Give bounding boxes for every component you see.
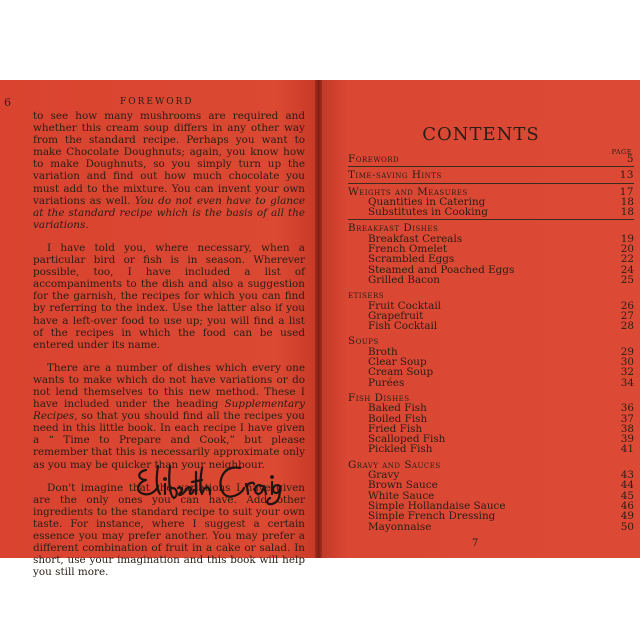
book-gutter (315, 80, 322, 558)
toc-page-number: 18 (620, 195, 634, 208)
toc-page-number: 30 (620, 356, 634, 369)
toc-entry-label: French Omelet (368, 243, 448, 256)
toc-page-number: 41 (620, 443, 634, 456)
toc-entry-label: Fish Cocktail (368, 320, 438, 333)
toc-entry[interactable] (348, 444, 634, 454)
toc-section-title: Gravy and Sauces (348, 458, 441, 471)
open-book (0, 80, 640, 579)
toc-entry-label: Fruit Cocktail (368, 299, 442, 312)
toc-page-number: 29 (620, 345, 634, 358)
toc-entry-label: Cream Soup (368, 366, 434, 379)
section-divider (348, 183, 634, 184)
toc-page-number: 43 (620, 469, 634, 482)
toc-page-number: 5 (626, 153, 634, 165)
toc-entry-label: Grapefruit (368, 309, 424, 322)
toc-page-number: 28 (620, 320, 634, 333)
toc-section[interactable] (348, 170, 634, 180)
paragraph-1-italic: You do not even have to glance at the standard recipe which is the basis of all the variations. (33, 194, 305, 231)
toc-entry-label: Simple French Dressing (368, 510, 496, 523)
toc-entry-label: White Sauce (368, 489, 435, 502)
toc-page-number: 46 (620, 499, 634, 512)
paragraph-3: There are a number of dishes which every one wants to make which do not have variations or do not lend themselves to this new method. These I have included under the heading Supplementary Recipes, so that you should find all the recipes you need in this little book. In each recipe I have given a “ Time to Prepare and Cook,” but please remember that this is necessarily approximate only as you may be quicker than your neighbour. (33, 361, 305, 471)
right-page-number: 7 (472, 538, 479, 549)
toc-section-title: Fish Dishes (348, 391, 410, 404)
toc-entry-label: Brown Sauce (368, 479, 438, 492)
section-divider (348, 166, 634, 167)
left-page-number: 6 (4, 96, 11, 109)
toc-entry-label: Broth (368, 345, 398, 358)
toc-section[interactable] (348, 154, 634, 164)
toc-entry-label: Steamed and Poached Eggs (368, 263, 515, 276)
toc-page-number: 18 (620, 206, 634, 219)
toc-page-number: 26 (620, 299, 634, 312)
toc-entry[interactable] (348, 321, 634, 331)
foreword-body (33, 110, 305, 578)
toc-entry[interactable] (348, 275, 634, 285)
page-column-label: PAGE (611, 148, 632, 156)
toc-page-number: 44 (620, 479, 634, 492)
toc-section-title: Soups (348, 335, 379, 348)
section-divider (348, 219, 634, 220)
toc-entry-label: Scalloped Fish (368, 433, 446, 446)
toc-entry-label: Breakfast Cereals (368, 232, 463, 245)
toc-entry-label: Pickled Fish (368, 443, 433, 456)
contents-title: CONTENTS (422, 124, 540, 145)
toc-section-title: Weights and Measures (348, 185, 468, 198)
paragraph-4: Don't imagine that the variations I have given are the only ones you can have. Add other ingredients to the standard recipe to suit your own taste. For instance, where I suggest a certain essence you may prefer another. You may prefer a different combination of fruit in a cake or salad. In short, use your imagination and this book will help you still more. (33, 481, 305, 579)
toc-page-number: 39 (620, 433, 634, 446)
toc-page-number: 20 (620, 243, 634, 256)
toc-page-number: 37 (620, 412, 634, 425)
toc-section-title: etisers (348, 289, 385, 302)
toc-page-number: 50 (620, 520, 634, 533)
toc-entry-label: Fried Fish (368, 422, 423, 435)
toc-page-number: 24 (620, 263, 634, 276)
paragraph-2: I have told you, where necessary, when a particular bird or fish is in season. Wherever possible, too, I have included a list of accompaniments to the dish and also a suggestion for the garnish, the recipes for which you can find by referring to the index. Use the latter also if you have a left-over food to use up; you will find a list of the recipes in which the food can be used entered under its name. (33, 241, 305, 351)
toc-entry-label: Gravy (368, 469, 400, 482)
toc-entry-label: Purées (368, 376, 405, 389)
toc-page-number: 36 (620, 402, 634, 415)
toc-page-number: 27 (620, 309, 634, 322)
toc-page-number: 45 (620, 489, 634, 502)
toc-entry-label: Substitutes in Cooking (368, 206, 488, 219)
toc-entry-label: Baked Fish (368, 402, 427, 415)
toc-page-number: 19 (620, 232, 634, 245)
toc-page-number: 17 (619, 185, 634, 198)
toc-entry-label: Grilled Bacon (368, 273, 440, 286)
toc-page-number: 13 (619, 169, 634, 182)
toc-entry[interactable] (348, 522, 634, 532)
paragraph-3-italic: Supplementary Recipes, (33, 398, 305, 423)
left-page (0, 80, 315, 579)
toc-entry-label: Mayonnaise (368, 520, 432, 533)
toc-entry[interactable] (348, 207, 634, 217)
right-page (322, 80, 640, 558)
table-of-contents (348, 154, 634, 532)
toc-page-number: 25 (620, 273, 634, 286)
toc-entry-label: Scrambled Eggs (368, 253, 455, 266)
toc-page-number: 32 (620, 366, 634, 379)
toc-entry-label: Boiled Fish (368, 412, 428, 425)
toc-section-title: Breakfast Dishes (348, 222, 439, 235)
running-head: FOREWORD (120, 97, 194, 107)
toc-page-number: 38 (620, 422, 634, 435)
author-signature (132, 460, 282, 508)
toc-entry[interactable] (348, 378, 634, 388)
toc-entry-label: Simple Hollandaise Sauce (368, 499, 506, 512)
toc-section-title: Foreword (348, 153, 400, 165)
toc-entry-label: Clear Soup (368, 356, 427, 369)
toc-section-title: Time-saving Hints (348, 169, 442, 182)
toc-page-number: 22 (620, 253, 634, 266)
paragraph-1: to see how many mushrooms are required and whether this cream soup differs in any other way from the standard recipe. Perhaps you want to make Chocolate Doughnuts; again, you know how to make Doughnuts, so you simply turn up the variation and find out how much chocolate you must add to the mixture. You can invent your own variations as well. You do not even have to glance at the standard recipe which is the basis of all the variations. (33, 110, 305, 231)
toc-entry-label: Quantities in Catering (368, 195, 486, 208)
toc-page-number: 34 (620, 376, 634, 389)
toc-page-number: 49 (620, 510, 634, 523)
